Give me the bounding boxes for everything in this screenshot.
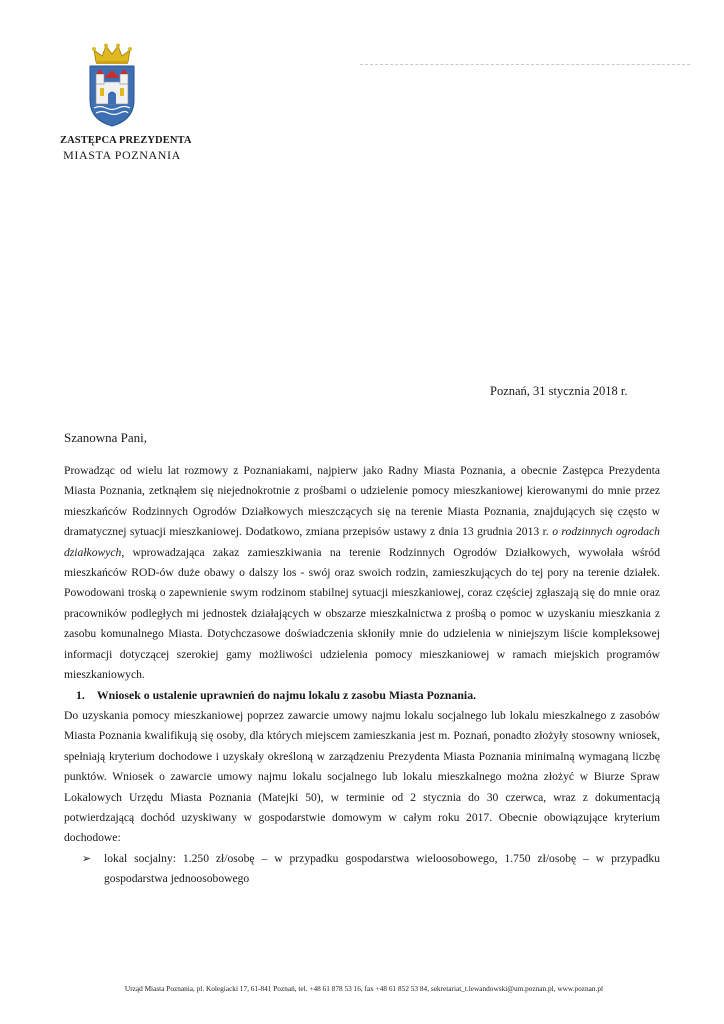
list-item (64, 849, 660, 890)
section-paragraph: Do uzyskania pomocy mieszkaniowej poprzez zawarcie umowy najmu lokalu socjalnego lub lokalu mieszkalnego z zasobów Miasta Poznania kwalifikują się osoby, dla których miejscem zamieszkania jest m. Poznań, ponadto złożyły stosowny wniosek, spełniają kryterium dochodowe i uzyskały określoną w zarządzeniu Prezydenta Miasta Poznania minimalną wymaganą liczbę punktów. Wniosek o zawarcie umowy najmu lokalu socjalnego lub lokalu mieszkalnego można złożyć w Biurze Spraw Lokalowych Urzędu Miasta Poznania (Matejki 50), w terminie od 2 stycznia do 30 czerwca, wraz z dokumentacją potwierdzającą dochód uzyskiwany w gospodarstwie domowym w całym roku 2017. Obecnie obowiązujące kryterium dochodowe: (64, 708, 660, 845)
org-title-line2: MIASTA POZNANIA (63, 148, 181, 162)
intro-text-a: Prowadząc od wielu lat rozmowy z Poznaniakami, najpierw jako Radny Miasta Poznania, a obecnie Zastępca Prezydenta Miasta Poznania, zetknąłem się niejednokrotnie z prośbami o udzielenie pomocy mieszkaniowej kierowanymi do mnie przez mieszkańców Rodzinnych Ogrodów Działkowych mieszczących się na terenie Miasta Poznania, znajdujących się często w dramatycznej sytuacji mieszkaniowej. Dodatkowo, zmiana przepisów ustawy z dnia 13 grudnia 2013 r. (64, 464, 660, 539)
section-title: Wniosek o ustalenie uprawnień do najmu lokalu z zasobu Miasta Poznania. (96, 688, 477, 703)
poznan-coat-of-arms-icon (86, 42, 138, 128)
arrow-bullet-icon: ➢ (82, 852, 92, 865)
letter-body (64, 461, 660, 890)
section-heading (64, 685, 660, 705)
act-title: o rodzinnych ogrodach działkowych (64, 525, 660, 559)
letter-date: Poznań, 31 stycznia 2018 r. (490, 384, 628, 398)
list-item-text: lokal socjalny: 1.250 zł/osobę – w przypadku gospodarstwa wieloosobowego, 1.750 zł/osobę – w przypadku gospodarstwa jednoosobowego (104, 851, 660, 886)
section-number: 1. (76, 688, 85, 703)
intro-paragraph (64, 461, 660, 685)
org-title-line1: ZASTĘPCA PREZYDENTA (60, 135, 192, 146)
header-divider (360, 64, 690, 65)
page-footer: Urząd Miasta Poznania, pl. Kolegiacki 17, 61-841 Poznań, tel. +48 61 878 53 16, fax +48 61 852 53 84, sekretariat_t.lewandowski@um.poznan.pl, www.poznan.pl (124, 984, 604, 993)
salutation: Szanowna Pani, (64, 430, 148, 445)
intro-text-b: , wprowadzająca zakaz zamieszkiwania na terenie Rodzinnych Ogrodów Działkowych, wywołała wśród mieszkańców ROD-ów duże obawy o dalszy los - swój oraz swoich rodzin, zamieszkujących do tej pory na terenie działek. Powodowani troską o zapewnienie swym rodzinom stabilnej sytuacji mieszkaniowej, coraz częściej zgłaszają się do mnie oraz pracowników podległych mi jednostek działających w obszarze mieszkalnictwa z prośbą o pomoc w uzyskaniu mieszkania z zasobu komunalnego Miasta. Dotychczasowe doświadczenia skłoniły mnie do udzielenia w niniejszym liście kompleksowej informacji dotyczącej szerokiej gamy możliwości udzielenia pomocy mieszkaniowej w ramach miejskich programów mieszkaniowych. (64, 545, 660, 682)
crown-icon (92, 44, 132, 65)
